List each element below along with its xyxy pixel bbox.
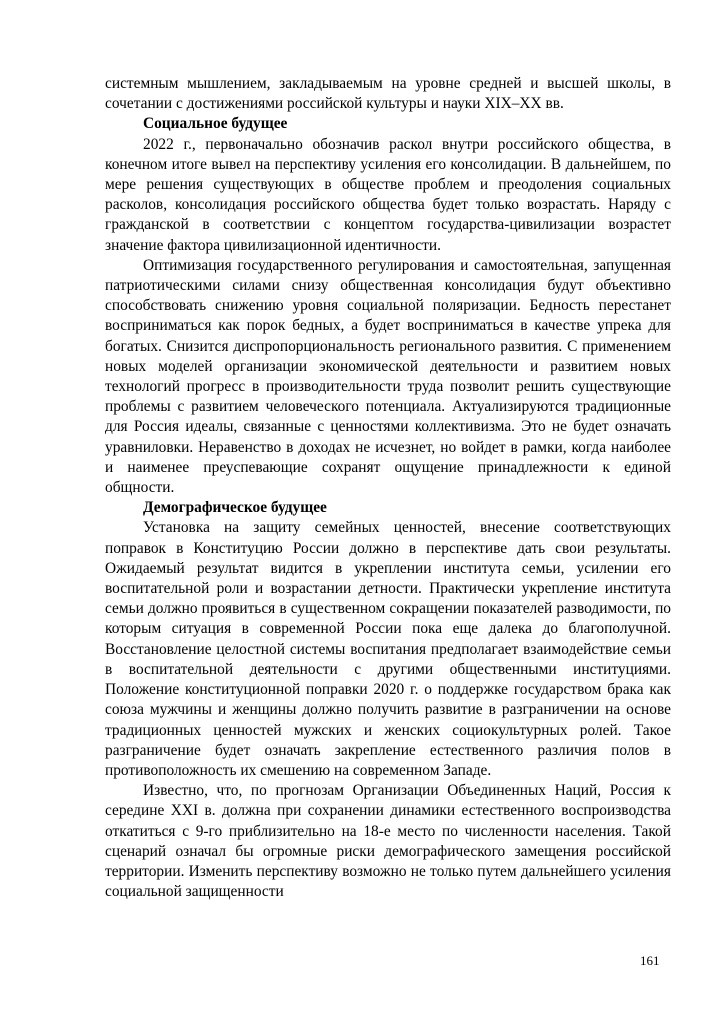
body-text — [105, 74, 671, 902]
paragraph: 2022 г., первоначально обозначив раскол внутри российского общества, в конечном итоге вывел на перспективу усиления его консолидации. В дальнейшем, по мере решения существующих в обществе проблем и преодоления социальных расколов, консолидация российского общества будет только возрастать. Наряду с гражданской в соответствии с концептом государства-цивилизации возрастет значение фактора цивилизационной идентичности. — [105, 135, 671, 254]
paragraph: Известно, что, по прогнозам Организации Объединенных Наций, Россия к середине XXI в. должна при сохранении динамики естественного воспроизводства откатиться с 9-го приблизительно на 18-е место по численности населения. Такой сценарий означал бы огромные риски демографического замещения российской территории. Изменить перспективу возможно не только путем дальнейшего усиления социальной защищенности — [105, 782, 671, 901]
page-number: 161 — [640, 953, 660, 968]
paragraph-continuation: системным мышлением, закладываемым на уровне средней и высшей школы, в сочетании с достижениями российской культуры и науки XIX–XX вв. — [105, 75, 671, 113]
paragraph: Установка на защиту семейных ценностей, внесение соответствующих поправок в Конституцию России должно в перспективе дать свои результаты. Ожидаемый результат видится в укреплении института семьи, усилении его воспитательной роли и возрастании детности. Практически укрепление института семьи должно проявиться в существенном сокращении показателей разводимости, по которым ситуация в современной России пока еще далека до благополучной. Восстановление целостной системы воспитания предполагает взаимодействие семьи в воспитательной деятельности с другими общественными институциями. Положение конституционной поправки 2020 г. о поддержке государством брака как союза мужчины и женщины должно получить развитие в разграничении на основе традиционных ценностей мужских и женских социокультурных ролей. Такое разграничение будет означать закрепление естественного различия полов в противоположность их смешению на современном Западе. — [105, 519, 671, 779]
section-heading-social-future: Социальное будущее — [143, 115, 288, 133]
section-heading-demographic-future: Демографическое будущее — [143, 499, 327, 517]
paragraph: Оптимизация государственного регулирования и самостоятельная, запущенная патриотическими силами снизу общественная консолидация будут объективно способствовать снижению уровня социальной поляризации. Бедность перестанет восприниматься как порок бедных, а будет восприниматься в качестве упрека для богатых. Снизится диспропорциональность регионального развития. С применением новых моделей организации экономической деятельности и развитием новых технологий прогресс в производительности труда позволит решить существующие проблемы с развитием человеческого потенциала. Актуализируются традиционные для Россия идеалы, связанные с ценностями коллективизма. Это не будет означать уравниловки. Неравенство в доходах не исчезнет, но войдет в рамки, когда наиболее и наименее преуспевающие сохранят ощущение принадлежности к единой общности. — [105, 256, 671, 497]
